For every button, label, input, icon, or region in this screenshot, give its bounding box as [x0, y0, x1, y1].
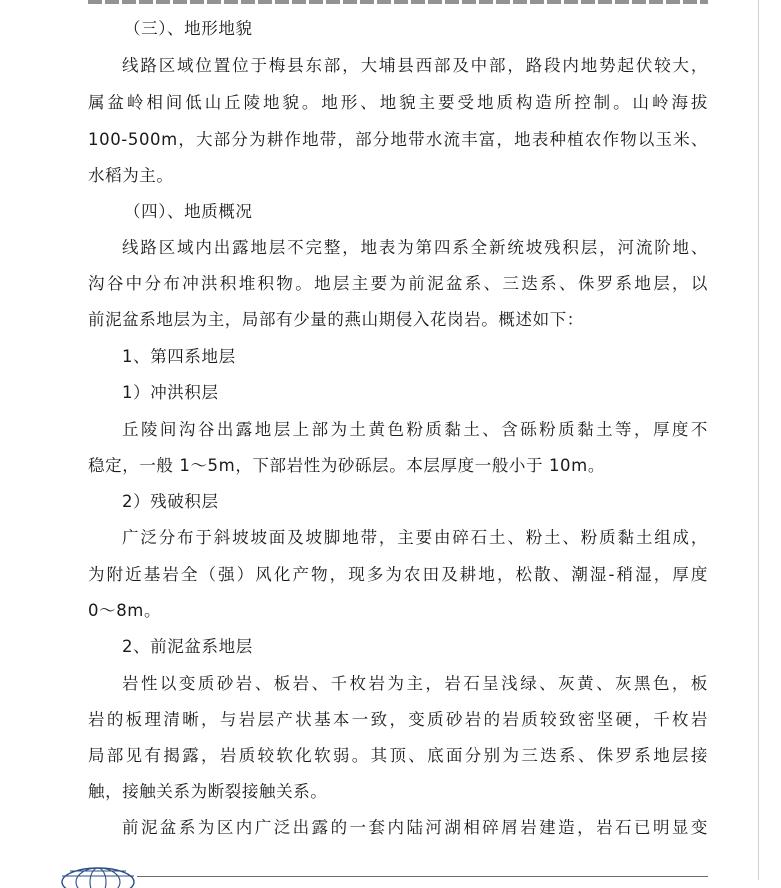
section-heading-geology: （四）、地质概况	[124, 202, 253, 221]
paragraph-line: 0～8m。	[88, 601, 162, 620]
subsection-heading: 1）冲洪积层	[122, 383, 219, 402]
subsection-heading: 2）残破积层	[122, 492, 219, 511]
paragraph-line: 100-500m，大部分为耕作地带，部分地带水流丰富，地表种植农作物以玉米、	[88, 130, 708, 149]
clipped-text-fragment	[88, 0, 708, 4]
page-edge-divider	[758, 0, 759, 880]
paragraph-line: 线路区域内出露地层不完整，地表为第四系全新统坡残积层，河流阶地、	[122, 238, 708, 257]
footer-divider	[137, 876, 708, 877]
clipped-previous-line	[88, 0, 708, 4]
paragraph-line: 局部见有揭露，岩质较软化软弱。其顶、底面分别为三迭系、侏罗系地层接	[88, 746, 708, 765]
paragraph-line: 水稻为主。	[88, 166, 174, 185]
paragraph-line: 前泥盆系地层为主，局部有少量的燕山期侵入花岗岩。概述如下：	[88, 310, 584, 329]
paragraph-line: 前泥盆系为区内广泛出露的一套内陆河湖相碎屑岩建造，岩石已明显变	[122, 818, 708, 837]
paragraph-line: 丘陵间沟谷出露地层上部为土黄色粉质黏土、含砾粉质黏土等，厚度不	[122, 420, 708, 439]
globe-logo-icon	[58, 858, 138, 888]
section-heading-terrain: （三）、地形地貌	[124, 19, 253, 38]
paragraph-line: 线路区域位置位于梅县东部，大埔县西部及中部，路段内地势起伏较大，	[122, 56, 708, 75]
paragraph-line: 沟谷中分布冲洪积堆积物。地层主要为前泥盆系、三迭系、侏罗系地层，以	[88, 274, 708, 293]
paragraph-line: 广泛分布于斜坡坡面及坡脚地带，主要由碎石土、粉土、粉质黏土组成，	[122, 528, 708, 547]
paragraph-line: 岩性以变质砂岩、板岩、千枚岩为主，岩石呈浅绿、灰黄、灰黑色，板	[122, 674, 708, 693]
subsection-heading: 1、第四系地层	[122, 347, 236, 366]
subsection-heading: 2、前泥盆系地层	[122, 637, 253, 656]
paragraph-line: 稳定，一般 1～5m，下部岩性为砂砾层。本层厚度一般小于 10m。	[88, 456, 605, 475]
paragraph-line: 触，接触关系为断裂接触关系。	[88, 782, 328, 801]
paragraph-line: 属盆岭相间低山丘陵地貌。地形、地貌主要受地质构造所控制。山岭海拔	[88, 93, 708, 112]
paragraph-line: 为附近基岩全（强）风化产物，现多为农田及耕地，松散、潮湿-稍湿，厚度	[88, 565, 708, 584]
paragraph-line: 岩的板理清晰，与岩层产状基本一致，变质砂岩的岩质较致密坚硬，千枚岩	[88, 710, 708, 729]
